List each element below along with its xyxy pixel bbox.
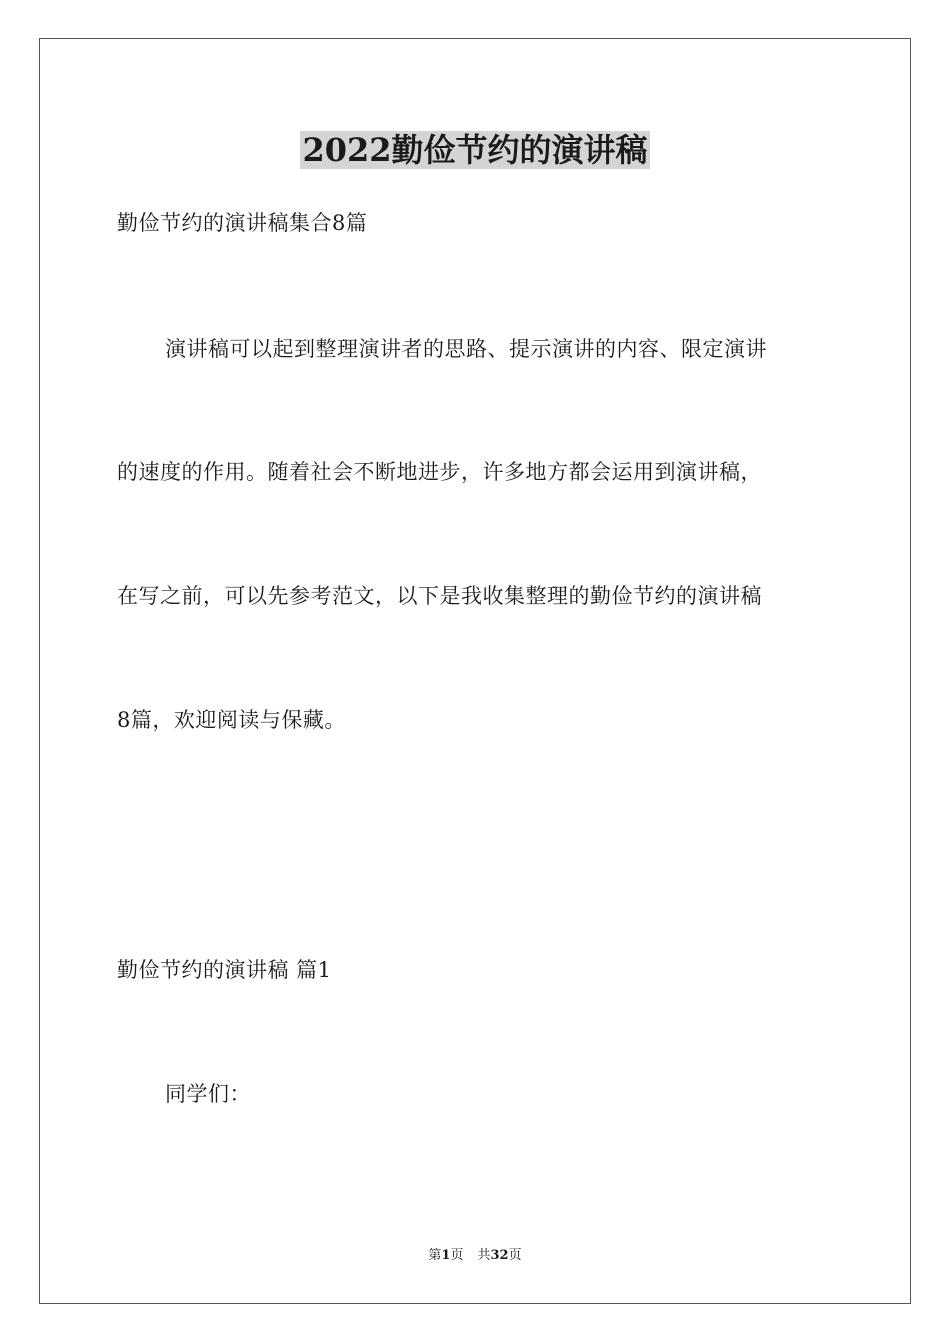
footer-total-pages: 32 (490, 1248, 509, 1263)
footer-page-number: 1 (441, 1248, 451, 1263)
footer-total-prefix: 共 (477, 1248, 491, 1263)
footer-total-suffix: 页 (508, 1248, 522, 1263)
footer-page-suffix: 页 (450, 1248, 464, 1263)
footer-page-prefix: 第 (428, 1248, 442, 1263)
greeting: 同学们： (165, 1082, 251, 1106)
intro-line-1: 演讲稿可以起到整理演讲者的思路、提示演讲的内容、限定演讲 (165, 337, 767, 361)
document-subtitle: 勤俭节约的演讲稿集合8篇 (117, 211, 368, 235)
document-title (0, 128, 950, 172)
intro-line-2: 的速度的作用。随着社会不断地进步，许多地方都会运用到演讲稿， (117, 460, 762, 484)
section-heading: 勤俭节约的演讲稿 篇1 (117, 958, 332, 982)
intro-line-4: 8篇，欢迎阅读与保藏。 (117, 708, 346, 732)
page-footer (0, 1246, 950, 1266)
intro-line-3: 在写之前，可以先参考范文，以下是我收集整理的勤俭节约的演讲稿 (117, 584, 762, 608)
document-title-text: 2022勤俭节约的演讲稿 (302, 131, 648, 169)
